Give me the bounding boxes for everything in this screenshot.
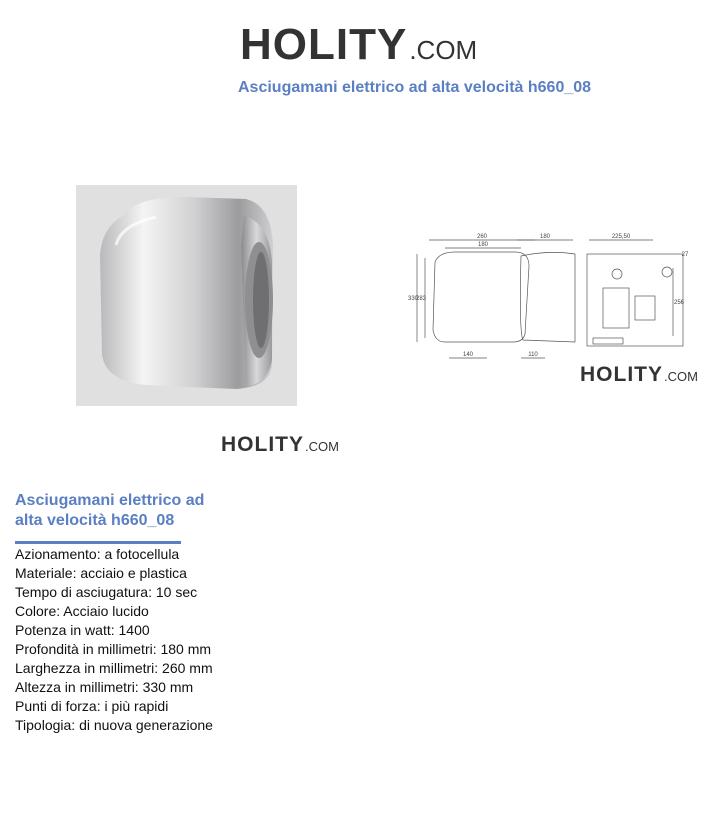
spec-item: Colore: Acciaio lucido xyxy=(15,603,149,619)
holity-logo[interactable] xyxy=(240,20,477,70)
spec-item: Altezza in millimetri: 330 mm xyxy=(15,679,194,695)
dim-back-angle: 27 xyxy=(681,252,689,258)
logo-main: HOLITY xyxy=(221,433,304,456)
spec-item: Tipologia: di nuova generazione xyxy=(15,717,213,733)
spec-item: Potenza in watt: 1400 xyxy=(15,622,150,638)
technical-drawing xyxy=(395,226,695,366)
title-underline xyxy=(15,541,181,544)
spec-item: Tempo di asciugatura: 10 sec xyxy=(15,584,198,600)
photo-holity-logo xyxy=(221,433,339,457)
spec-item: Punti di forza: i più rapidi xyxy=(15,698,169,714)
product-title: Asciugamani elettrico ad alta velocità h660_08 xyxy=(15,492,205,529)
logo-suffix: .COM xyxy=(664,369,698,384)
logo-main: HOLITY xyxy=(240,20,408,69)
spec-item: Profondità in millimetri: 180 mm xyxy=(15,641,212,657)
spec-list xyxy=(15,545,213,735)
dim-front-inner-height: 283 xyxy=(415,296,427,302)
drawing-holity-logo xyxy=(580,363,698,387)
dim-front-width: 260 xyxy=(476,234,488,240)
dim-back-height: 256 xyxy=(673,300,685,306)
hand-dryer-illustration xyxy=(76,185,297,406)
logo-suffix: .COM xyxy=(305,439,339,454)
dim-front-bottom: 140 xyxy=(462,352,474,358)
dim-front-inner-width: 180 xyxy=(477,242,489,248)
dim-side-depth: 180 xyxy=(539,234,551,240)
spec-item: Materiale: acciaio e plastica xyxy=(15,565,187,581)
logo-suffix: .COM xyxy=(409,35,478,65)
page-subtitle: Asciugamani elettrico ad alta velocità h660_08 xyxy=(238,79,592,96)
spec-item: Larghezza in millimetri: 260 mm xyxy=(15,660,213,676)
dim-back-width: 225,50 xyxy=(611,234,631,240)
spec-item: Azionamento: a fotocellula xyxy=(15,546,180,562)
dim-front-height: 330 xyxy=(407,296,419,302)
logo-main: HOLITY xyxy=(580,363,663,386)
dim-side-bottom: 110 xyxy=(528,352,538,358)
product-photo xyxy=(76,185,297,406)
